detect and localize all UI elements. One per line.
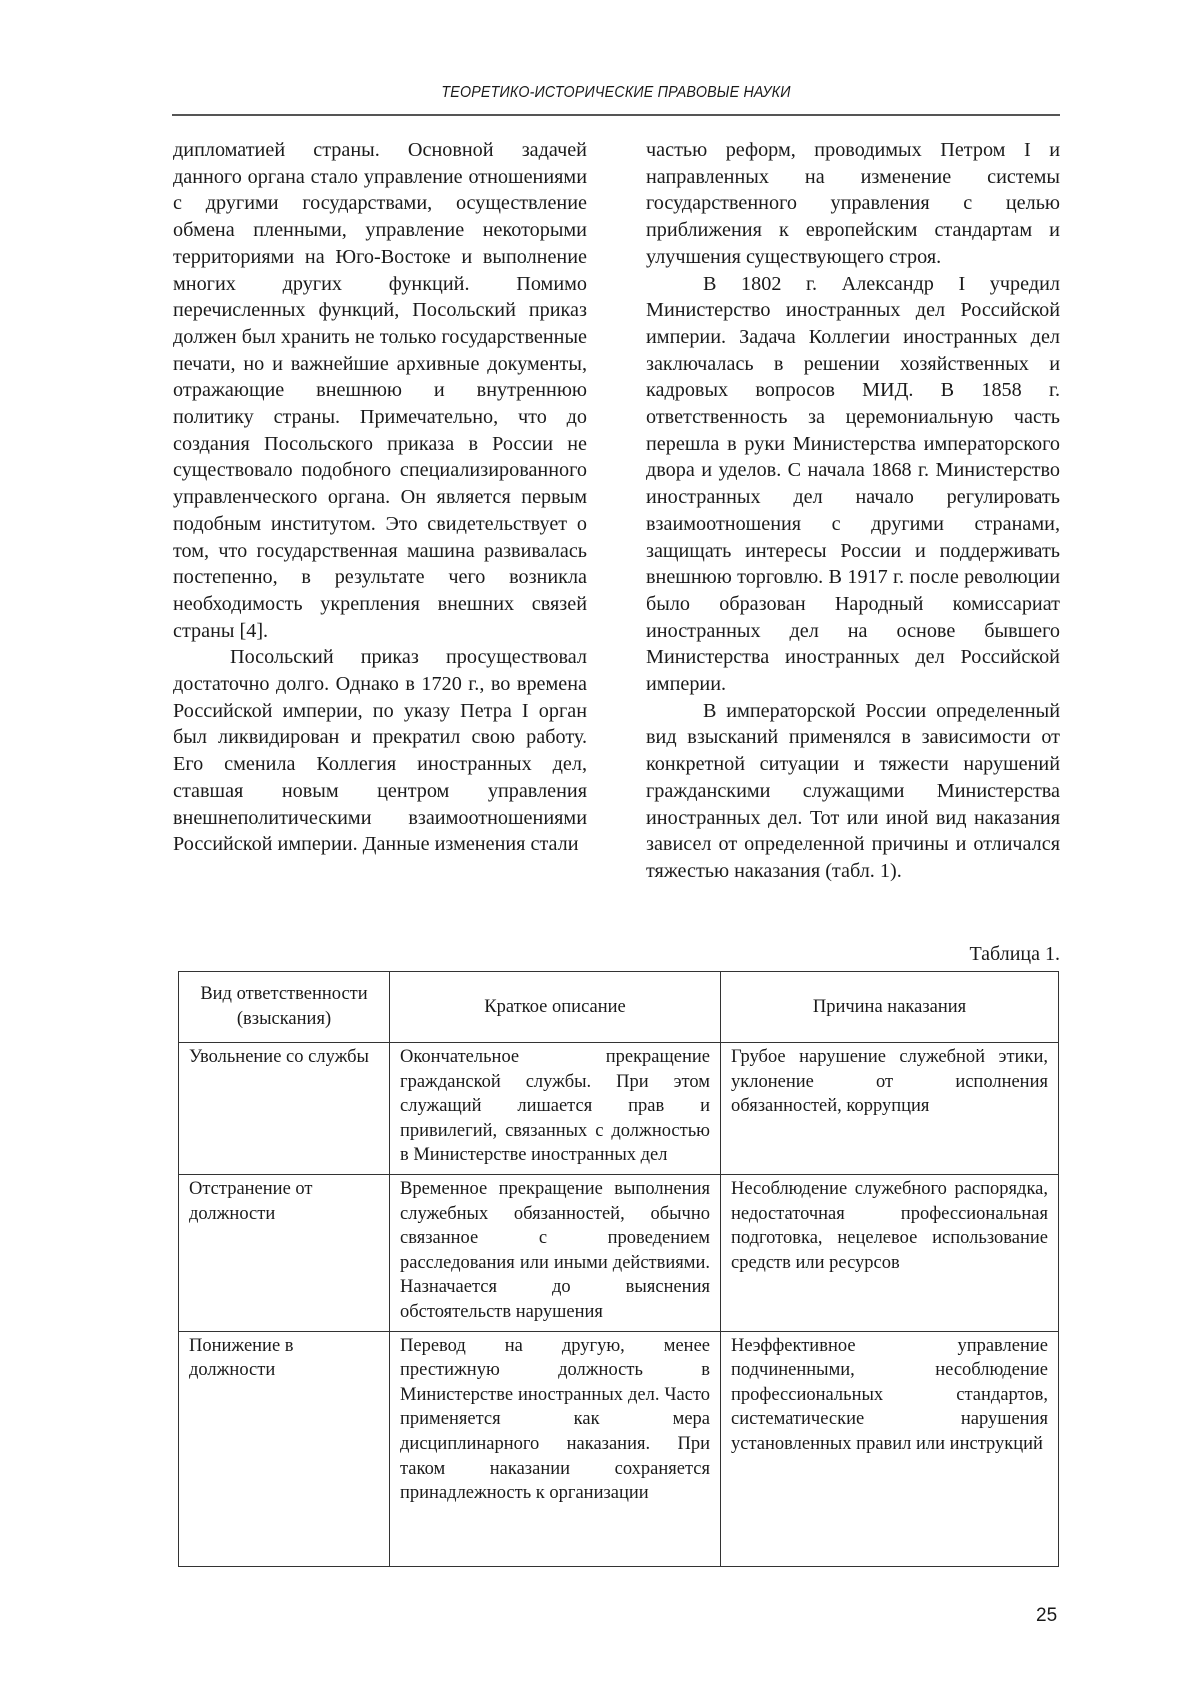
header-type: Вид ответственности (взыскания) <box>179 972 390 1043</box>
penalties-table <box>178 971 1059 1567</box>
paragraph: частью реформ, проводимых Петром I и направленных на изменение системы государственного управления с целью приближения к европейским стандартам и улучшения существующего строя. <box>646 139 1060 268</box>
table-row <box>179 1043 1059 1175</box>
header-description: Краткое описание <box>390 972 721 1043</box>
cell-description: Временное прекращение выполнения служебных обязанностей, обычно связанное с проведением расследования или иными действиями. Назначается до выяснения обстоятельств нарушения <box>390 1174 721 1331</box>
paragraph: В 1802 г. Александр I учредил Министерство иностранных дел Российской империи. Задача Коллегии иностранных дел заключалась в решении хозяйственных и кадровых вопросов МИД. В 1858 г. ответственность за церемониальную часть перешла в руки Министерства императорского двора и уделов. С начала 1868 г. Министерство иностранных дел начало регулировать взаимоотношения с другими странами, защищать интересы России и поддерживать внешнюю торговлю. В 1917 г. после революции было образован Народный комиссариат иностранных дел на основе бывшего Министерства иностранных дел Российской империи. <box>646 272 1060 696</box>
header-reason: Причина наказания <box>721 972 1059 1043</box>
table-row <box>179 1331 1059 1566</box>
left-column <box>173 137 587 858</box>
running-title: ТЕОРЕТИКО-ИСТОРИЧЕСКИЕ ПРАВОВЫЕ НАУКИ <box>441 84 791 101</box>
cell-description: Перевод на другую, менее престижную должность в Министерстве иностранных дел. Часто применяется как мера дисциплинарного наказания. При таком наказании сохраняется принадлежность к организации <box>390 1331 721 1566</box>
paragraph: Посольский приказ просуществовал достаточно долго. Однако в 1720 г., во времена Российской империи, по указу Петра I орган был ликвидирован и прекратил свою работу. Его сменила Коллегия иностранных дел, ставшая новым центром управления внешнеполитическими взаимоотношениями Российской империи. Данные изменения стали <box>173 646 587 856</box>
page-number: 25 <box>1036 1605 1058 1626</box>
paragraph: дипломатией страны. Основной задачей данного органа стало управление отношениями с другими государствами, осуществление обмена пленными, управление некоторыми территориями на Юго-Востоке и выполнение многих других функций. Помимо перечисленных функций, Посольский приказ должен был хранить не только государственные печати, но и важнейшие архивные документы, отражающие внешнюю и внутреннюю политику страны. Примечательно, что до создания Посольского приказа в России не существовало подобного специализированного управленческого органа. Он является первым подобным институтом. Это свидетельствует о том, что государственная машина развивалась постепенно, в результате чего возникла необходимость укрепления внешних связей страны [4]. <box>173 139 587 642</box>
cell-type: Отстранение от должности <box>179 1174 390 1331</box>
table-row <box>179 1174 1059 1331</box>
right-column <box>646 137 1060 885</box>
cell-reason: Несоблюдение служебного распорядка, недостаточная профессиональная подготовка, нецелевое использование средств или ресурсов <box>721 1174 1059 1331</box>
table-caption: Таблица 1. <box>969 943 1060 965</box>
paragraph: В императорской России определенный вид взысканий применялся в зависимости от конкретной ситуации и тяжести нарушений гражданскими служащими Министерства иностранных дел. Тот или иной вид наказания зависел от определенной причины и отличался тяжестью наказания (табл. 1). <box>646 699 1060 882</box>
cell-reason: Грубое нарушение служебной этики, уклонение от исполнения обязанностей, коррупция <box>721 1043 1059 1175</box>
cell-type: Понижение в должности <box>179 1331 390 1566</box>
table-header-row <box>179 972 1059 1043</box>
cell-description: Окончательное прекращение гражданской службы. При этом служащий лишается прав и привилегий, связанных с должностью в Министерстве иностранных дел <box>390 1043 721 1175</box>
header-rule <box>172 114 1060 116</box>
cell-type: Увольнение со службы <box>179 1043 390 1175</box>
cell-reason: Неэффективное управление подчиненными, несоблюдение профессиональных стандартов, систематические нарушения установленных правил или инструкций <box>721 1331 1059 1566</box>
